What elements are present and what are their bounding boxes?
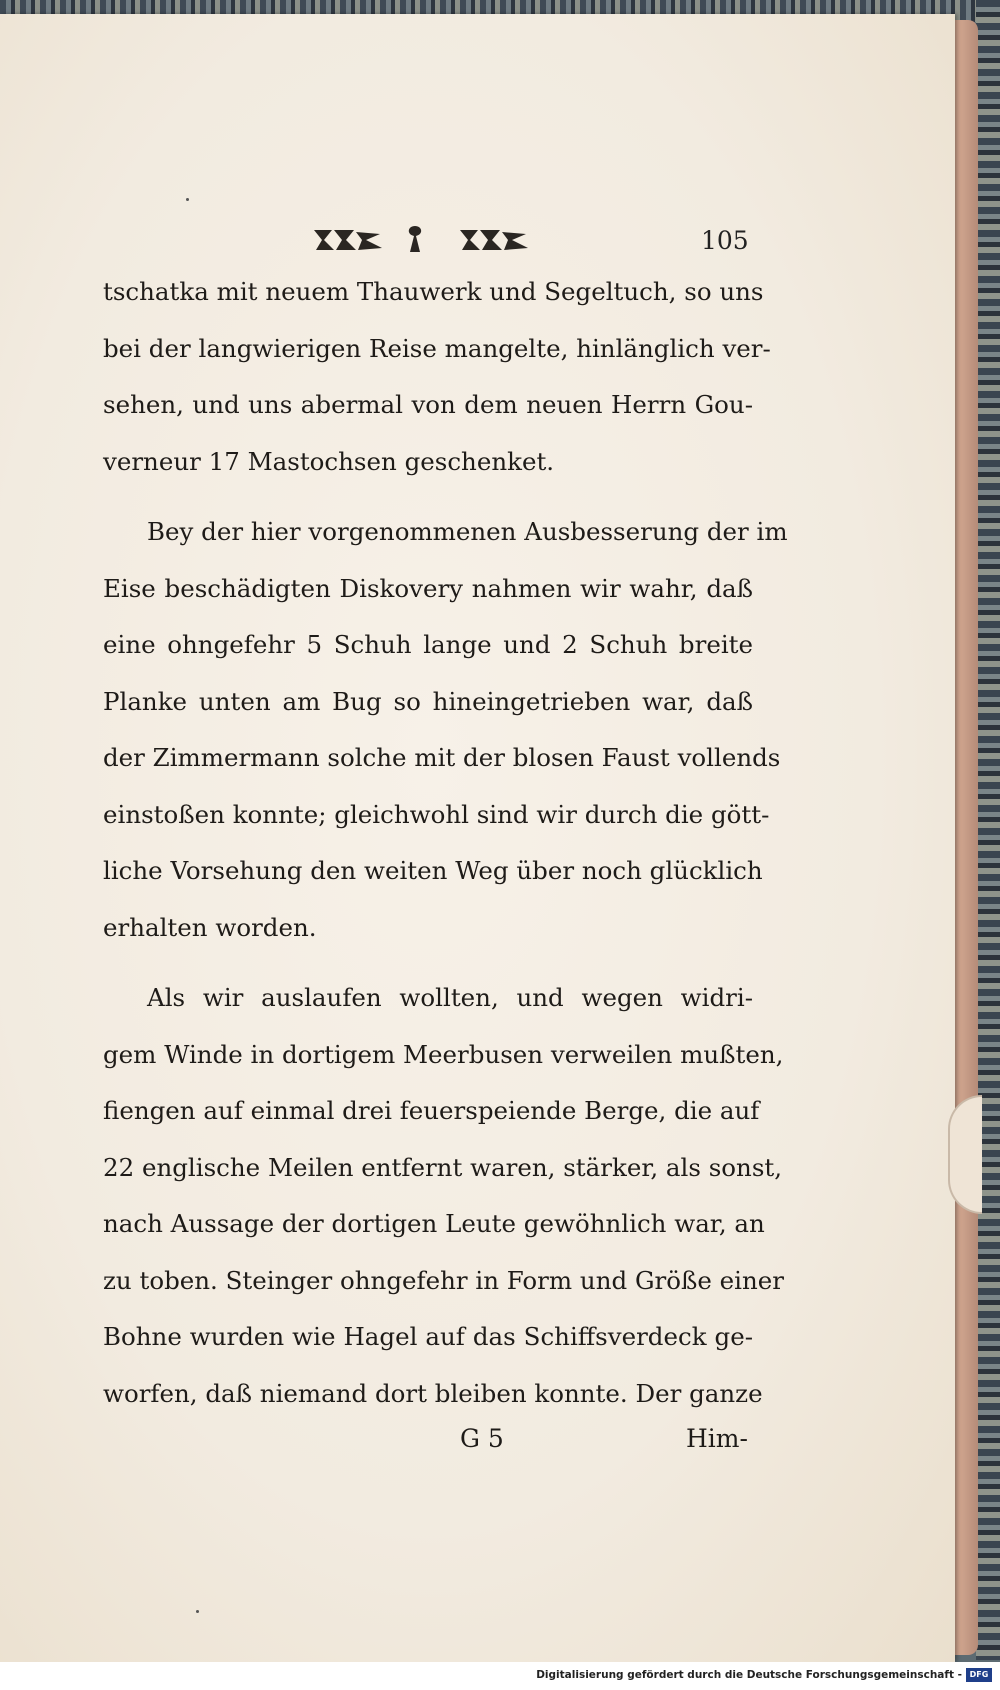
dfg-logo: DFG [966, 1668, 992, 1682]
text-line: verneur 17 Mastochsen geschenket. [103, 446, 555, 476]
page-tab-notch [948, 1095, 982, 1214]
signature-mark: G 5 [460, 1424, 504, 1453]
text-line: sehen, und uns abermal von dem neuen Herrn Gou- [103, 390, 753, 419]
paragraph-2 [103, 504, 788, 956]
ink-speck [186, 198, 189, 201]
text-line: zu toben. Steinger ohngefehr in Form und Größe einer [103, 1265, 784, 1295]
text-line: Planke unten am Bug so hineingetrieben war, daß [103, 686, 753, 716]
text-line: einstoßen konnte; gleichwohl sind wir durch die gött- [103, 799, 770, 829]
text-line: worfen, daß niemand dort bleiben konnte. Der ganze [103, 1378, 763, 1408]
text-line: fiengen auf einmal drei feuerspeiende Berge, die auf [103, 1096, 760, 1125]
page-number: 105 [701, 226, 749, 255]
ink-speck [196, 1610, 199, 1613]
printer-ornament-icon [310, 222, 540, 258]
paragraph-1 [103, 264, 771, 490]
scan-credit-text: Digitalisierung gefördert durch die Deutsche Forschungsgemeinschaft - [536, 1669, 962, 1681]
text-line: tschatka mit neuem Thauwerk und Segeltuch, so uns [103, 277, 764, 306]
text-line: Als wir auslaufen wollten, und wegen widri- [147, 983, 753, 1012]
text-line: bei der langwierigen Reise mangelte, hinlänglich ver- [103, 333, 771, 363]
text-line: 22 englische Meilen entfernt waren, stärker, als sonst, [103, 1152, 783, 1182]
text-line: gem Winde in dortigem Meerbusen verweilen mußten, [103, 1039, 784, 1069]
text-line: eine ohngefehr 5 Schuh lange und 2 Schuh breite [103, 630, 753, 659]
page-footer [0, 1424, 1000, 1464]
text-line: nach Aussage der dortigen Leute gewöhnlich war, an [103, 1209, 765, 1238]
text-line: liche Vorsehung den weiten Weg über noch glücklich [103, 856, 763, 885]
text-line: der Zimmermann solche mit der blosen Faust vollends [103, 743, 781, 772]
paragraph-3 [103, 970, 784, 1422]
text-line: Bohne wurden wie Hagel auf das Schiffsverdeck ge- [103, 1322, 753, 1351]
body-text [103, 264, 788, 1422]
catchword: Him- [686, 1424, 748, 1453]
marbled-cover-right [976, 0, 1000, 1660]
text-line: Eise beschädigten Diskovery nahmen wir wahr, daß [103, 573, 753, 603]
text-line: erhalten worden. [103, 912, 317, 942]
text-line: Bey der hier vorgenommenen Ausbesserung der im [147, 517, 788, 546]
